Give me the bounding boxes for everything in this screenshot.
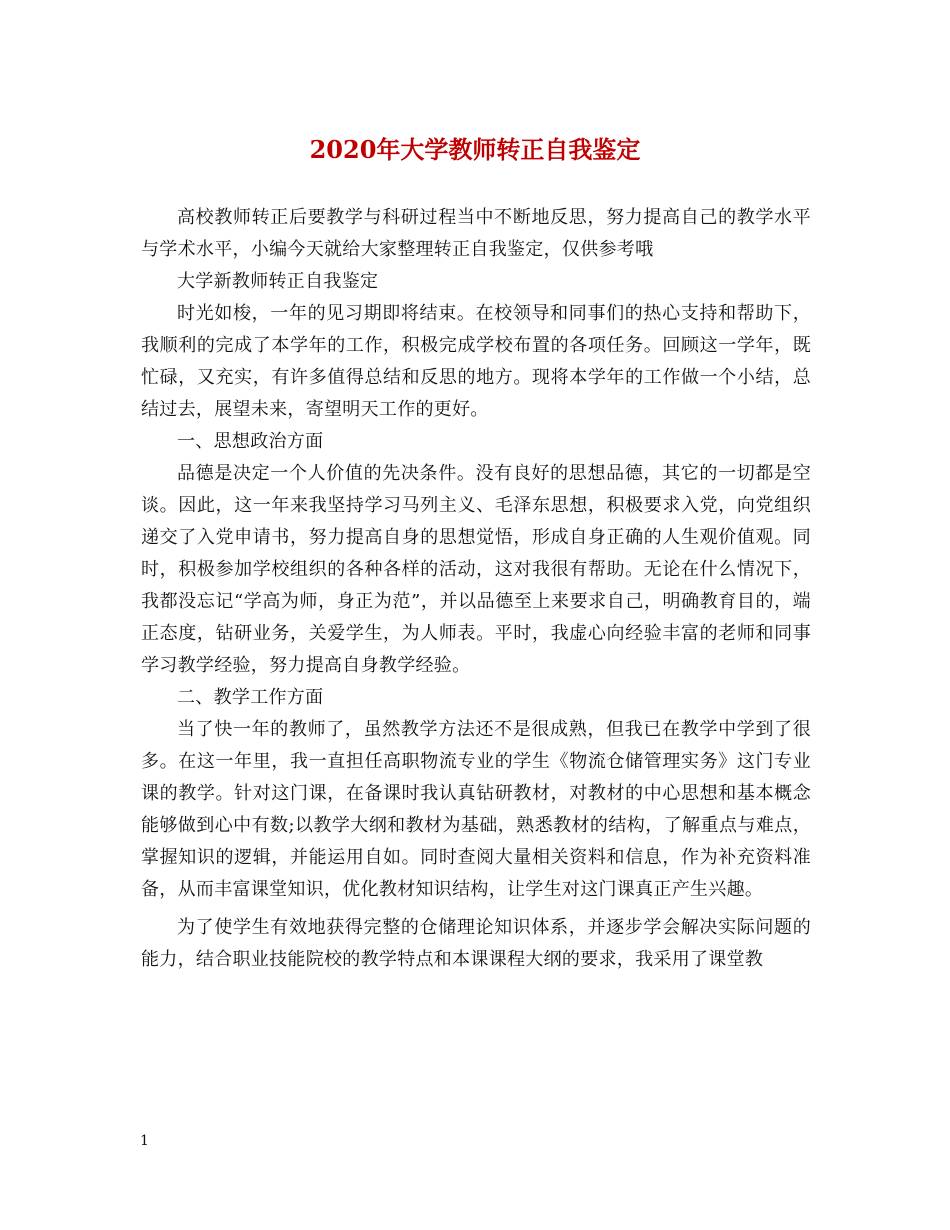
section-heading-ideology: 一、思想政治方面 (177, 431, 324, 452)
intro-paragraph: 高校教师转正后要教学与科研过程当中不断地反思，努力提高自己的教学水平与学术水平，小编今天就给大家整理转正自我鉴定，仅供参考哦 (141, 207, 811, 260)
page-number: 1 (140, 1133, 149, 1149)
section-heading-teaching: 二、教学工作方面 (177, 687, 324, 708)
teaching-method-paragraph: 为了使学生有效地获得完整的仓储理论知识体系，并逐步学会解决实际问题的能力，结合职业技能院校的教学特点和本课课程大纲的要求，我采用了课堂教 (141, 917, 811, 970)
section-heading-main: 大学新教师转正自我鉴定 (177, 271, 379, 292)
document-title: 2020年大学教师转正自我鉴定 (309, 135, 641, 164)
document-body (141, 202, 811, 976)
ideology-paragraph: 品德是决定一个人价值的先决条件。没有良好的思想品德，其它的一切都是空谈。因此，这一年来我坚持学习马列主义、毛泽东思想，积极要求入党，向党组织递交了入党申请书，努力提高自身的思想觉悟，形成自身正确的人生观价值观。同时，积极参加学校组织的各种各样的活动，这对我很有帮助。无论在什么情况下，我都没忘记“学高为师，身正为范”，并以品德至上来要求自己，明确教育目的，端正态度，钻研业务，关爱学生，为人师表。平时，我虚心向经验丰富的老师和同事学习教学经验，努力提高自身教学经验。 (141, 463, 811, 676)
summary-paragraph: 时光如梭，一年的见习期即将结束。在校领导和同事们的热心支持和帮助下，我顺利的完成了本学年的工作，积极完成学校布置的各项任务。回顾这一学年，既忙碌，又充实，有许多值得总结和反思的地方。现将本学年的工作做一个小结，总结过去，展望未来，寄望明天工作的更好。 (141, 303, 811, 420)
teaching-paragraph: 当了快一年的教师了，虽然教学方法还不是很成熟，但我已在教学中学到了很多。在这一年里，我一直担任高职物流专业的学生《物流仓储管理实务》这门专业课的教学。针对这门课，在备课时我认真钻研教材，对教材的中心思想和基本概念能够做到心中有数;以教学大纲和教材为基础，熟悉教材的结构，了解重点与难点，掌握知识的逻辑，并能运用自如。同时查阅大量相关资料和信息，作为补充资料准备，从而丰富课堂知识，优化教材知识结构，让学生对这门课真正产生兴趣。 (141, 719, 811, 900)
